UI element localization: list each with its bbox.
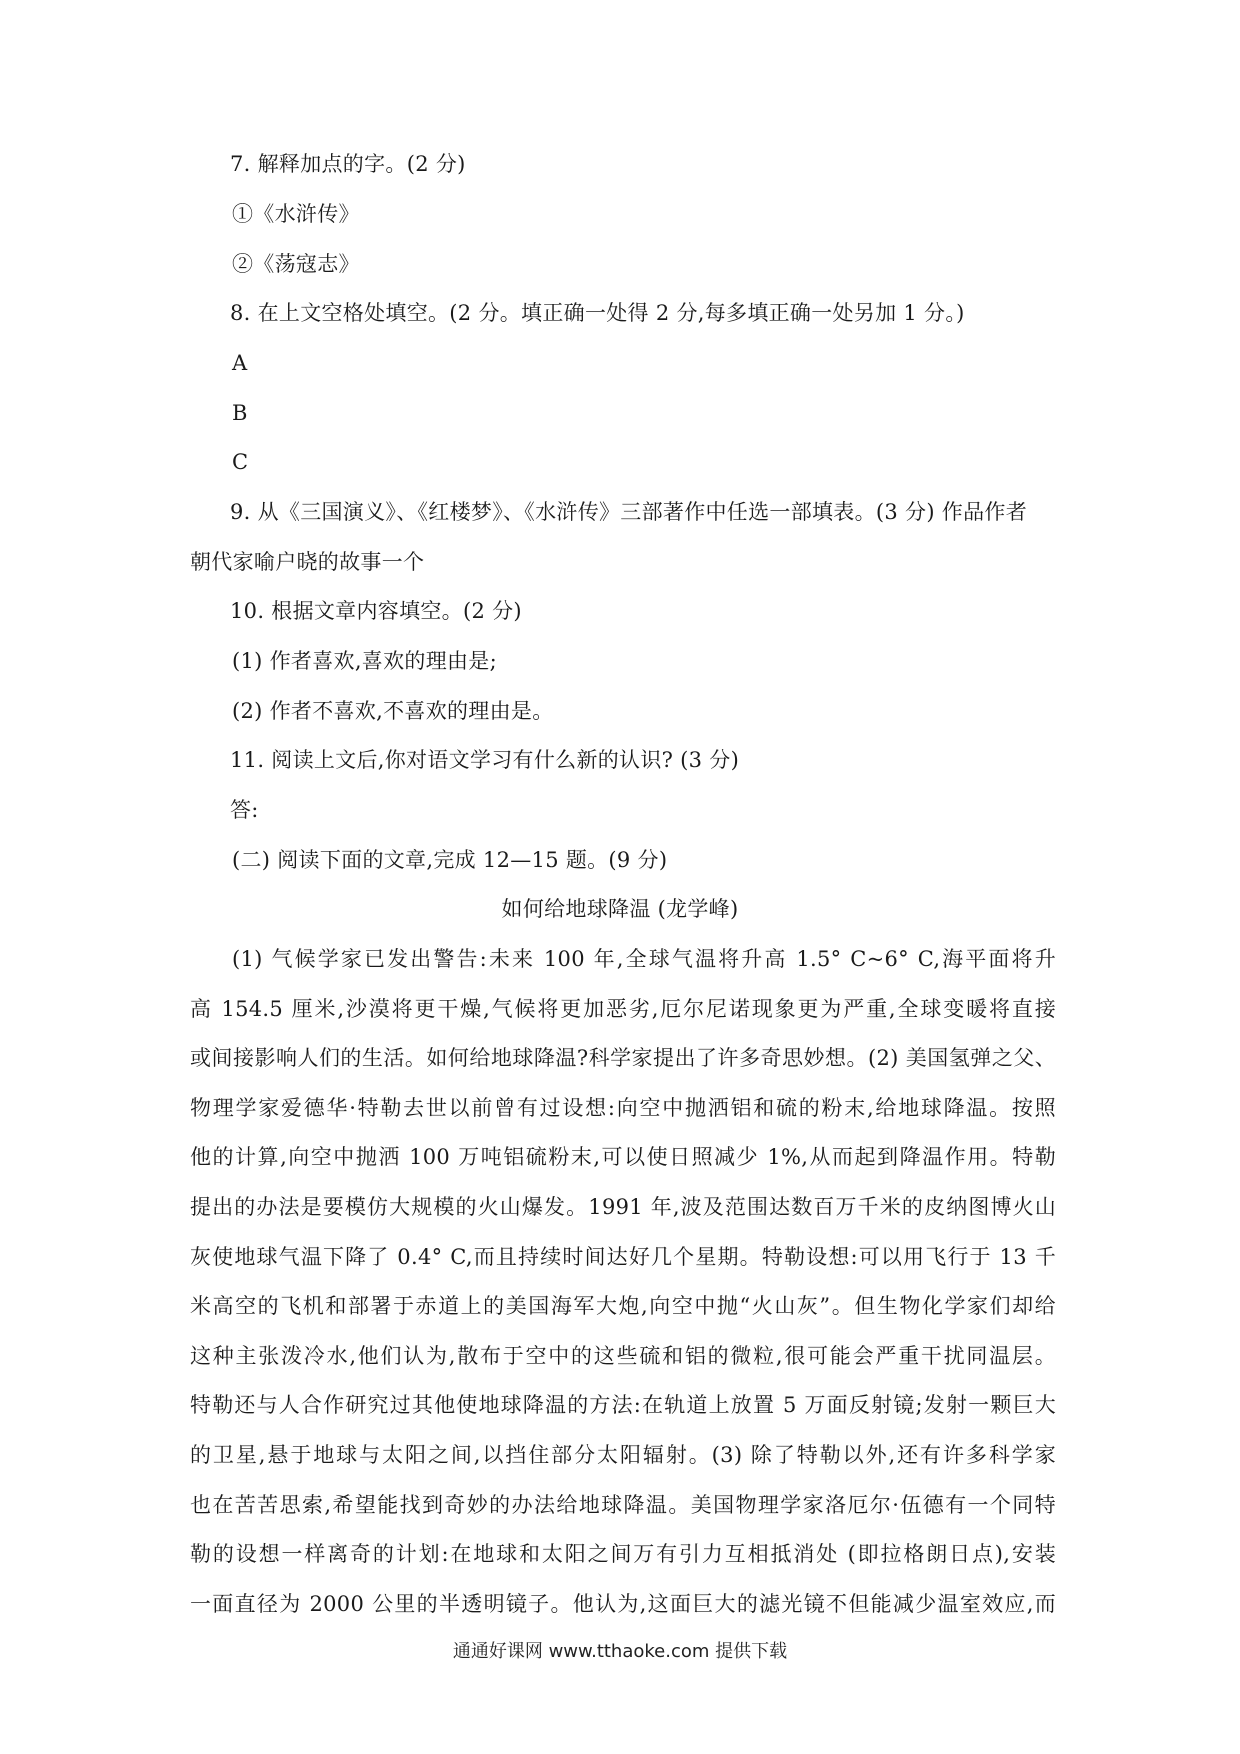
section-intro: (二) 阅读下面的文章,完成 12—15 题。(9 分) [232, 848, 668, 872]
question-8: 8. 在上文空格处填空。(2 分。填正确一处得 2 分,每多填正确一处另加 1 分。) [230, 301, 965, 325]
question-9: 9. 从《三国演义》、《红楼梦》、《水浒传》三部著作中任选一部填表。(3 分) 作品作者 [230, 500, 1028, 524]
question-11: 11. 阅读上文后,你对语文学习有什么新的认识? (3 分) [230, 748, 740, 772]
question-8-blank-b: B [232, 401, 248, 425]
article-line: 也在苦苦思索,希望能找到奇妙的办法给地球降温。美国物理学家洛厄尔·伍德有一个同特 [190, 1493, 1056, 1517]
question-7-item-1: ①《水浒传》 [232, 202, 360, 226]
article-line: 一面直径为 2000 公里的半透明镜子。他认为,这面巨大的滤光镜不但能减少温室效应,而 [190, 1592, 1056, 1616]
article-line: 或间接影响人们的生活。如何给地球降温?科学家提出了许多奇思妙想。(2) 美国氢弹之父、 [190, 1046, 1056, 1070]
question-10: 10. 根据文章内容填空。(2 分) [230, 599, 522, 623]
article-line: 的卫星,悬于地球与太阳之间,以挡住部分太阳辐射。(3) 除了特勒以外,还有许多科学家 [190, 1443, 1056, 1467]
question-11-answer-label: 答: [230, 798, 259, 822]
article-line: 特勒还与人合作研究过其他使地球降温的方法:在轨道上放置 5 万面反射镜;发射一颗巨大 [190, 1393, 1056, 1417]
page-footer: 通通好课网 www.tthaoke.com 提供下载 [452, 1641, 788, 1662]
article-line: 灰使地球气温下降了 0.4° C,而且持续时间达好几个星期。特勒设想:可以用飞行于 13 千 [190, 1245, 1056, 1269]
article-line: 提出的办法是要模仿大规模的火山爆发。1991 年,波及范围达数百万千米的皮纳图博火山 [190, 1195, 1056, 1219]
question-10-item-2: (2) 作者不喜欢,不喜欢的理由是。 [232, 699, 554, 723]
article-line: 他的计算,向空中抛洒 100 万吨铝硫粉末,可以使日照减少 1%,从而起到降温作用。特勒 [190, 1145, 1056, 1169]
article-line: 勒的设想一样离奇的计划:在地球和太阳之间万有引力互相抵消处 (即拉格朗日点),安装 [190, 1542, 1056, 1566]
question-8-blank-c: C [232, 450, 249, 474]
article-line: 物理学家爱德华·特勒去世以前曾有过设想:向空中抛洒铝和硫的粉末,给地球降温。按照 [190, 1096, 1056, 1120]
article-line: (1) 气候学家已发出警告:未来 100 年,全球气温将升高 1.5° C~6° C,海平面将升 [232, 947, 1056, 971]
question-7: 7. 解释加点的字。(2 分) [230, 152, 466, 176]
article-line: 米高空的飞机和部署于赤道上的美国海军大炮,向空中抛“火山灰”。但生物化学家们却给 [190, 1294, 1056, 1318]
question-7-item-2: ②《荡寇志》 [232, 252, 360, 276]
article-title: 如何给地球降温 (龙学峰) [501, 897, 739, 921]
article-line: 这种主张泼冷水,他们认为,散布于空中的这些硫和铝的微粒,很可能会严重干扰同温层。 [190, 1344, 1056, 1368]
question-9-continued: 朝代家喻户晓的故事一个 [190, 550, 425, 574]
question-10-item-1: (1) 作者喜欢,喜欢的理由是; [232, 649, 497, 673]
question-8-blank-a: A [232, 351, 248, 375]
article-line: 高 154.5 厘米,沙漠将更干燥,气候将更加恶劣,厄尔尼诺现象更为严重,全球变暖将直接 [190, 997, 1056, 1021]
